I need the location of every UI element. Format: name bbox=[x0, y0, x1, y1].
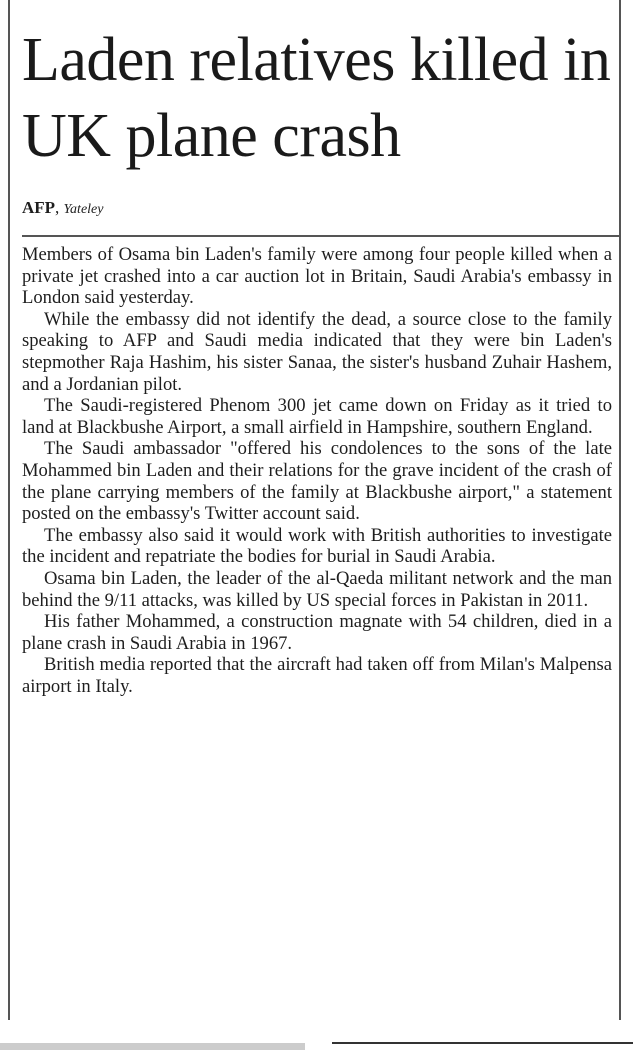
headline: Laden relatives killed in UK plane crash bbox=[22, 26, 611, 170]
paragraph: Members of Osama bin Laden's family were among four people killed when a private jet crashed into a car auction lot in Britain, Saudi Arabia's embassy in London said yesterday. bbox=[22, 244, 612, 309]
byline-location: Yateley bbox=[63, 202, 104, 217]
bottom-rule bbox=[332, 1042, 633, 1044]
paragraph: His father Mohammed, a construction magnate with 54 children, died in a plane crash in Saudi Arabia in 1967. bbox=[22, 611, 612, 654]
byline-separator: , bbox=[55, 198, 64, 217]
paragraph: While the embassy did not identify the dead, a source close to the family speaking to AFP and Saudi media indicated that they were bin Laden's stepmother Raja Hashim, his sister Sanaa, the sister's husband Zuhair Hashem, and a Jordanian pilot. bbox=[22, 308, 612, 395]
column-border-left bbox=[8, 0, 10, 1020]
byline bbox=[22, 198, 103, 218]
paragraph: The Saudi ambassador "offered his condolences to the sons of the late Mohammed bin Laden and their relations for the grave incident of the crash of the plane carrying members of the family at Blackbushe airport," a statement posted on the embassy's Twitter account said. bbox=[22, 438, 612, 525]
paragraph: The embassy also said it would work with British authorities to investigate the incident and repatriate the bodies for burial in Saudi Arabia. bbox=[22, 524, 612, 568]
paragraph: The Saudi-registered Phenom 300 jet came down on Friday as it tried to land at Blackbushe Airport, a small airfield in Hampshire, southern England. bbox=[22, 395, 612, 438]
paragraph: British media reported that the aircraft had taken off from Milan's Malpensa airport in Italy. bbox=[22, 654, 612, 697]
column-border-right bbox=[619, 0, 621, 1020]
article-body bbox=[22, 244, 612, 697]
paragraph: Osama bin Laden, the leader of the al-Qaeda militant network and the man behind the 9/11 attacks, was killed by US special forces in Pakistan in 2011. bbox=[22, 567, 612, 611]
byline-rule bbox=[22, 235, 619, 237]
byline-agency: AFP bbox=[22, 198, 56, 217]
bottom-gray-bar bbox=[0, 1043, 305, 1050]
